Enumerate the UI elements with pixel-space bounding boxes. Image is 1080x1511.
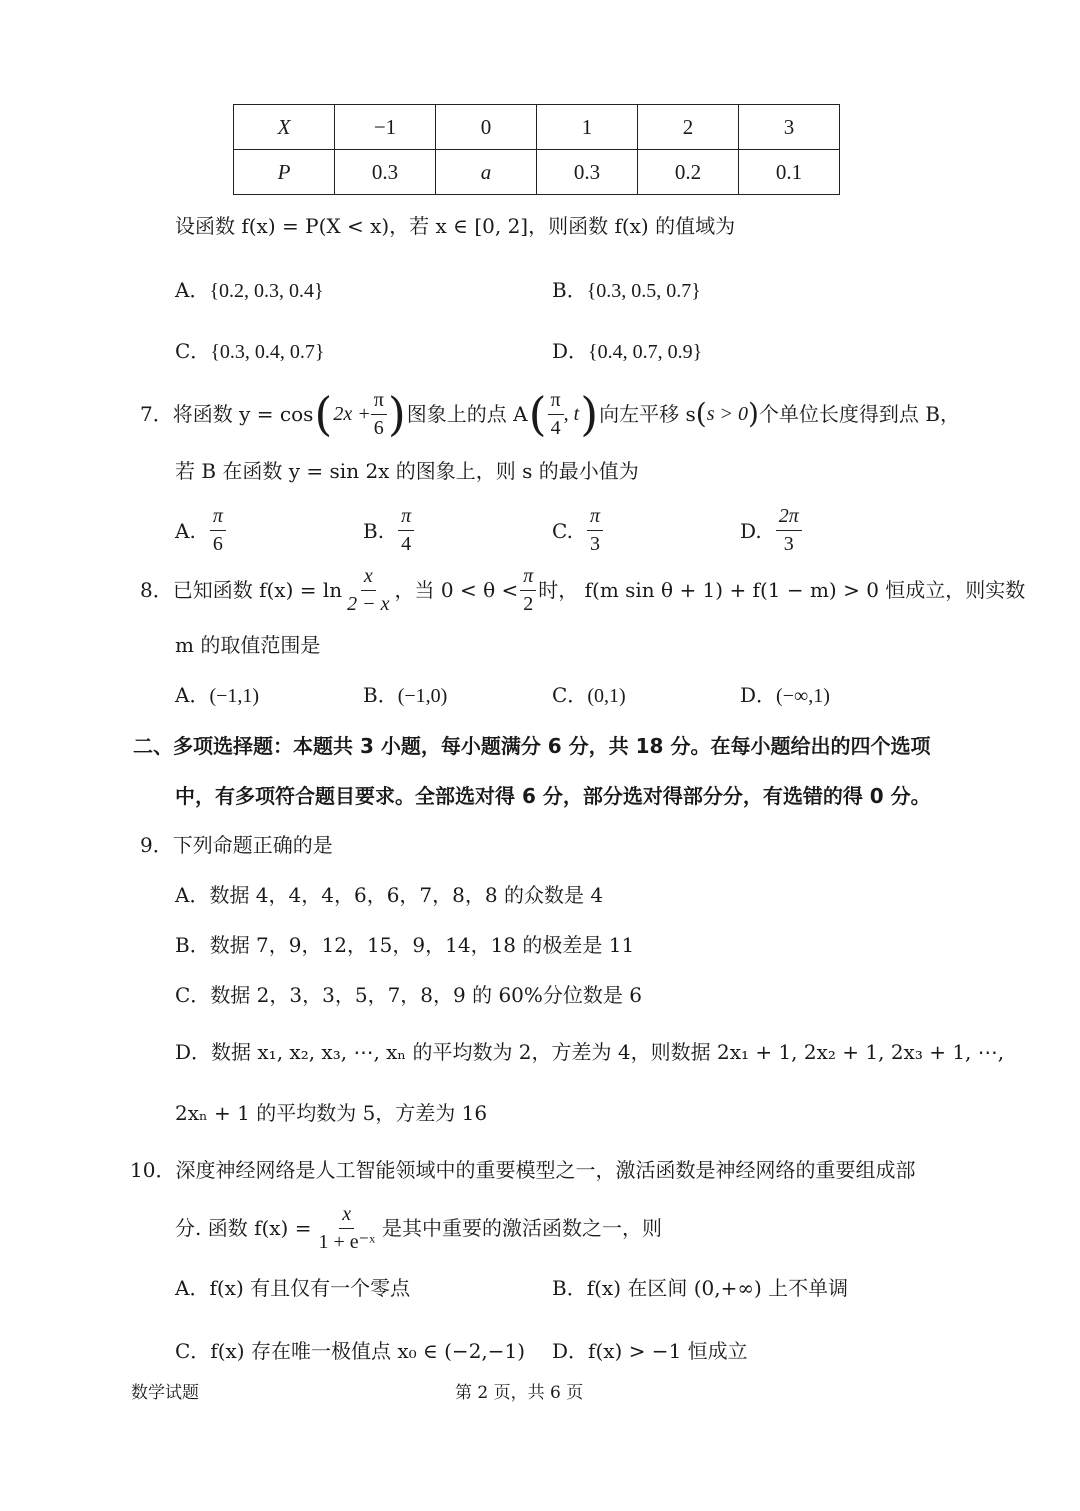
q7-option-b: B. $\frac{\pi}{4}$ [363,505,414,556]
option-label: A． [175,278,210,302]
option-text: {0.3, 0.5, 0.7} [586,280,701,302]
q7-text-4: 个单位长度得到点 B， [758,402,960,426]
q8-text-2: ，当 0 < θ < [394,578,519,602]
table-cell: 0.3 [335,150,436,195]
q7-text-1: 将函数 y = cos [172,402,314,426]
fraction: $\frac{x}{2 - x}$ [347,564,390,615]
q7-stem: 7． 将函数 y = cos ( 2x + $\frac{\pi}{6}$ ) 图象上的点 A ( $\frac{\pi}{4}$ , t ) 向左平移 s ( s > 0 ) 个单位长度得到点 B， [140,387,960,441]
q8-option-a: A．(−1,1) [175,683,260,707]
footer-page-number: 第 2 页，共 6 页 [455,1383,584,1403]
q8-line-2: m 的取值范围是 [175,633,321,657]
q7-option-d: D. $\frac{2\pi}{3}$ [740,505,802,556]
q9-option-b: B．数据 7，9，12，15，9，14，18 的极差是 11 [175,933,635,957]
q7-arg-t: , t [563,403,580,425]
q7-line-2: 若 B 在函数 y = sin 2x 的图象上，则 s 的最小值为 [175,459,639,483]
q10-option-c: C．f(x) 存在唯一极值点 x₀ ∈ (−2,−1) [175,1339,526,1363]
q8-option-c: C．(0,1) [552,683,626,707]
question-number: 9． [140,833,173,857]
fraction: $\frac{\pi}{6}$ [210,505,226,556]
table-cell: 0 [436,105,537,150]
fraction: $\frac{x}{\text{1 + e⁻ˣ}}$ [318,1202,375,1253]
fraction: $\frac{\pi}{2}$ [520,565,536,616]
q10-option-b: B．f(x) 在区间 (0,+∞) 上不单调 [552,1276,849,1300]
section-heading-line-2: 中，有多项符合题目要求。全部选对得 6 分，部分选对得部分分，有选错的得 0 分。 [175,784,931,808]
q10-option-a: A．f(x) 有且仅有一个零点 [175,1276,411,1300]
q6-option-a [175,280,324,301]
fraction: $\frac{\pi}{4}$ [398,505,414,556]
option-label: C． [175,339,211,363]
q6-stem: 设函数 f(x) = P(X < x)，若 x ∈ [0, 2]，则函数 f(x) 的值域为 [175,214,736,238]
q10-option-d: D．f(x) > −1 恒成立 [552,1339,748,1363]
fraction: $\frac{\pi}{3}$ [587,505,603,556]
table-cell: a [436,150,537,195]
q7-option-a: A. $\frac{\pi}{6}$ [175,505,226,556]
q8-option-d: D．(−∞,1) [740,683,830,707]
q10-stem-line-2: 分. 函数 f(x) = $\frac{x}{\text{1 + e⁻ˣ}}$ 是其中重要的激活函数之一，则 [175,1202,662,1253]
footer-subject: 数学试题 [131,1383,199,1403]
q8-option-b: B．(−1,0) [363,683,448,707]
fraction: $\frac{\pi}{6}$ [371,389,387,440]
question-number: 10． [130,1158,176,1182]
q8-text-1: 已知函数 f(x) = ln [172,578,343,602]
question-number: 7． [140,402,173,426]
q9-stem: 9．下列命题正确的是 [140,833,333,857]
fraction: $\frac{2\pi}{3}$ [776,505,802,556]
q9-option-a: A．数据 4，4，4，6，6，7，8，8 的众数是 4 [175,883,604,907]
q7-cond: s > 0 [706,403,748,425]
table-header-x: X [234,105,335,150]
q7-text-2: 图象上的点 A [406,402,528,426]
section-heading-line-1: 二、多项选择题：本题共 3 小题，每小题满分 6 分，共 18 分。在每小题给出的四个选项 [133,734,931,758]
q6-option-b [552,280,701,301]
table-cell: 1 [537,105,638,150]
distribution-table [233,104,840,195]
option-text: {0.3, 0.4, 0.7} [210,341,325,363]
question-number: 8． [140,578,173,602]
option-label: B． [552,278,587,302]
q7-text-3: 向左平移 s [599,402,696,426]
q8-text-3: 时， f(m sin θ + 1) + f(1 − m) > 0 恒成立，则实数 [538,578,1026,602]
fraction: $\frac{\pi}{4}$ [548,389,564,440]
table-header-p: P [234,150,335,195]
table-row-x [234,105,840,150]
q9-option-c: C．数据 2，3，3，5，7，8，9 的 60%分位数是 6 [175,983,642,1007]
q8-stem [140,563,1025,617]
table-row-p [234,150,840,195]
q7-option-c: C. $\frac{\pi}{3}$ [552,505,603,556]
table-cell: 0.2 [638,150,739,195]
q6-option-d [552,341,702,362]
option-label: D． [552,339,589,363]
q7-arg: 2x + [333,403,371,425]
q9-option-d: D．数据 x₁, x₂, x₃, ⋯, xₙ 的平均数为 2，方差为 4，则数据 2x₁ + 1, 2x₂ + 1, 2x₃ + 1, ⋯, [175,1040,1005,1064]
table-cell: 2 [638,105,739,150]
q9-option-d-continued: 2xₙ + 1 的平均数为 5，方差为 16 [175,1101,488,1125]
option-text: {0.2, 0.3, 0.4} [209,280,324,302]
table-cell: 0.1 [739,150,840,195]
q6-option-c [175,341,325,362]
q10-stem-line-1: 10．深度神经网络是人工智能领域中的重要模型之一，激活函数是神经网络的重要组成部 [130,1158,916,1182]
table-cell: −1 [335,105,436,150]
table-cell: 3 [739,105,840,150]
option-text: {0.4, 0.7, 0.9} [588,341,703,363]
table-cell: 0.3 [537,150,638,195]
